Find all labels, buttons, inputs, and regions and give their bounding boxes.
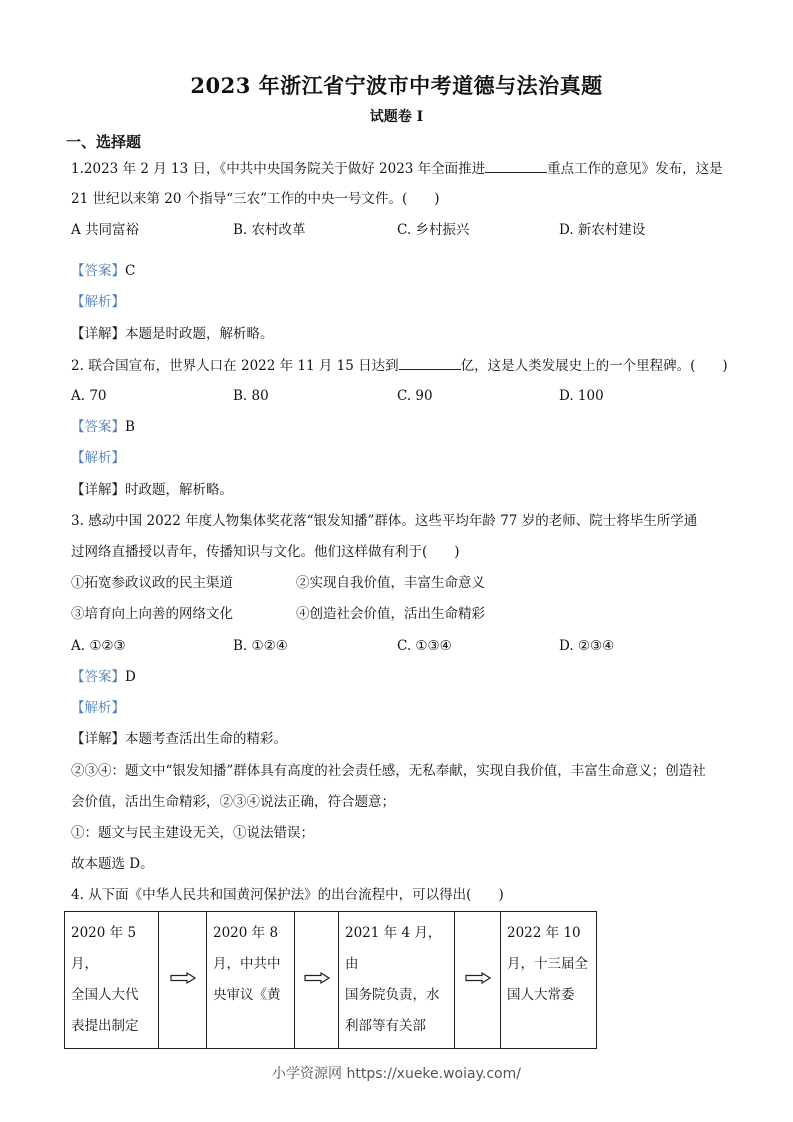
answer-line [71, 418, 135, 436]
option-c: C. 乡村振兴 [397, 222, 470, 238]
flow-arrow-cell [455, 912, 501, 1049]
detail-label: 【详解】 [71, 482, 125, 498]
fill-blank [485, 159, 547, 173]
analysis-label: 【解析】 [71, 294, 125, 310]
option-c: C. ①③④ [397, 638, 452, 654]
option-d: D. 100 [559, 388, 604, 404]
option-b: B. 80 [233, 388, 269, 404]
option-a: A. ①②③ [71, 638, 126, 654]
explanation-line: 会价值，活出生命精彩，②③④说法正确，符合题意； [71, 794, 395, 810]
fill-blank [399, 356, 461, 370]
question-3-stem-line1: 3. 感动中国 2022 年度人物集体奖花落“银发知播”群体。这些平均年龄 77 岁的老师、院士将毕生所学通 [71, 513, 698, 529]
double-right-arrow-icon [304, 972, 330, 984]
question-4-stem: 4. 从下面《中华人民共和国黄河保护法》的出台流程中，可以得出( ) [71, 887, 504, 903]
flow-arrow-cell [159, 912, 207, 1049]
option-c: C. 90 [397, 388, 433, 404]
statement-4: ④创造社会价值，活出生命精彩 [296, 606, 485, 622]
statement-3: ③培育向上向善的网络文化 [71, 606, 233, 622]
question-number: 2. [71, 358, 84, 374]
answer-value: C [125, 263, 136, 279]
paper-subtitle: 试题卷 I [369, 109, 424, 125]
explanation-line: 故本题选 D。 [71, 856, 154, 872]
option-a: A. 70 [71, 388, 107, 404]
statement-2: ②实现自我价值，丰富生命意义 [296, 575, 485, 591]
question-number: 4. [71, 887, 84, 903]
page-title: 2023 年浙江省宁波市中考道德与法治真题 [190, 73, 603, 98]
detail-label: 【详解】 [71, 731, 125, 747]
question-3-stem-line2: 过网络直播授以青年，传播知识与文化。他们这样做有利于( ) [71, 544, 460, 560]
detail-line: 【详解】本题是时政题，解析略。 [71, 326, 274, 342]
question-number: 1. [71, 161, 84, 177]
answer-label: 【答案】 [71, 419, 125, 435]
question-1-stem-line1: 1.2023 年 2 月 13 日，《中共中央国务院关于做好 2023 年全面推进 重点工作的意见》发布，这是 [71, 161, 723, 177]
explanation-line: ①：题文与民主建设无关，①说法错误； [71, 825, 314, 841]
question-1-stem-line2: 21 世纪以来第 20 个指导“三农”工作的中央一号文件。( ) [71, 191, 440, 207]
option-b: B. 农村改革 [233, 222, 306, 238]
question-number: 3. [71, 513, 84, 529]
option-d: D. ②③④ [559, 638, 615, 654]
flow-step-1: 2020 年 5 月， 全国人大代 表提出制定 [65, 912, 159, 1049]
flow-arrow-cell [295, 912, 339, 1049]
question-2-stem: 2. 联合国宣布，世界人口在 2022 年 11 月 15 日达到 亿，这是人类发展史上的一个里程碑。( ) [71, 358, 728, 374]
detail-line: 【详解】时政题，解析略。 [71, 482, 233, 498]
answer-label: 【答案】 [71, 263, 125, 279]
option-d: D. 新农村建设 [559, 222, 646, 238]
legislation-flow-table [64, 911, 597, 1049]
flow-step-4: 2022 年 10 月，十三届全 国人大常委 [501, 912, 597, 1049]
double-right-arrow-icon [465, 972, 491, 984]
analysis-label: 【解析】 [71, 450, 125, 466]
option-b: B. ①②④ [233, 638, 288, 654]
statement-1: ①拓宽参政议政的民主渠道 [71, 575, 233, 591]
answer-label: 【答案】 [71, 669, 125, 685]
detail-line: 【详解】本题考查活出生命的精彩。 [71, 731, 287, 747]
flow-step-3: 2021 年 4 月，由 国务院负责，水 利部等有关部 [339, 912, 455, 1049]
flow-step-2: 2020 年 8 月，中共中 央审议《黄 [207, 912, 295, 1049]
answer-value: D [125, 669, 136, 685]
option-a: A 共同富裕 [71, 222, 140, 238]
watermark-footer: 小学资源网 https://xueke.woiay.com/ [272, 1066, 521, 1082]
answer-value: B [125, 419, 135, 435]
answer-line [71, 262, 135, 280]
section-heading: 一、选择题 [66, 133, 142, 151]
double-right-arrow-icon [170, 972, 196, 984]
explanation-line: ②③④：题文中“银发知播”群体具有高度的社会责任感，无私奉献，实现自我价值，丰富生命意义；创造社 [71, 763, 706, 779]
detail-label: 【详解】 [71, 326, 125, 342]
analysis-label: 【解析】 [71, 700, 125, 716]
answer-line [71, 668, 136, 686]
